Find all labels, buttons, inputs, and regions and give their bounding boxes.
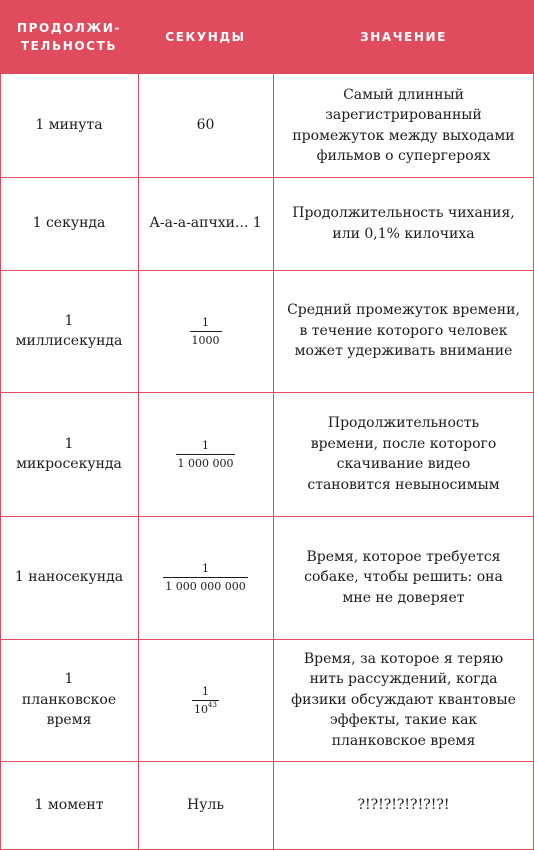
meaning-cell: Время, за которое я теряю нить рассуждений, когда физики обсуждают квантовые эффекты, такие как планковское время [291,650,516,749]
fraction-numerator: 1 [201,562,209,575]
seconds-cell [138,639,273,761]
fraction-numerator: 1 [201,684,209,698]
grid-line-col1 [138,74,139,850]
duration-cell: 1 планковское время [21,671,117,729]
duration-cell: 1 миллисекунда [15,312,123,349]
header-seconds: СЕКУНДЫ [165,30,246,44]
meaning-cell: ?!?!?!?!?!?!?! [357,797,450,814]
table-row [0,177,534,270]
grid-line-row [0,270,534,271]
table-row [0,74,534,177]
fraction [163,562,247,593]
table-row [0,761,534,850]
seconds-cell: А-а-а-апчхи... 1 [149,215,262,232]
meaning-cell: Средний промежуток времени, в течение которого человек может удерживать внимание [287,302,520,360]
table-row [0,270,534,392]
grid-line-row [0,392,534,393]
duration-cell: 1 микросекунда [16,435,122,472]
fraction-numerator: 1 [201,438,209,452]
fraction-numerator: 1 [202,315,209,329]
table-row [0,516,534,639]
meaning-cell: Продолжительность времени, после которого скачивание видео становится невыносимым [307,415,500,493]
fraction [190,316,222,347]
duration-cell: 1 момент [34,797,104,814]
seconds-cell [138,270,273,392]
power-exponent: 43 [208,700,217,709]
fraction-denominator: 1 000 000 000 [165,580,246,593]
seconds-cell: 60 [196,117,215,134]
meaning-cell: Самый длинный зарегистрированный промежуток между выходами фильмов о супергероях [292,86,515,164]
power-base: 10 [194,702,209,716]
fraction-denominator [192,701,219,716]
grid-line-row [0,177,534,178]
seconds-cell [138,392,273,516]
fraction [176,439,236,470]
table-row [0,639,534,761]
grid-line-row [0,516,534,517]
meaning-cell: Время, которое требуется собаке, чтобы решить: она мне не доверяет [304,548,503,606]
fraction [192,685,219,716]
duration-cell: 1 наносекунда [14,569,124,586]
header-meaning: ЗНАЧЕНИЕ [360,30,447,44]
header-duration: ПРОДОЛЖИ- ТЕЛЬНОСТЬ [16,21,121,53]
grid-line-left [0,74,1,850]
table-row [0,392,534,516]
grid-line-row [0,761,534,762]
duration-cell: 1 минута [35,117,103,134]
duration-cell: 1 секунда [32,215,106,232]
seconds-cell: Нуль [187,797,224,814]
fraction-denominator: 1000 [191,333,220,347]
grid-line-col2 [273,74,274,850]
table-header [0,0,534,74]
grid-line-row [0,639,534,640]
seconds-cell [138,516,273,639]
meaning-cell: Продолжительность чихания, или 0,1% килочиха [292,205,515,242]
fraction-denominator: 1 000 000 [177,456,234,470]
